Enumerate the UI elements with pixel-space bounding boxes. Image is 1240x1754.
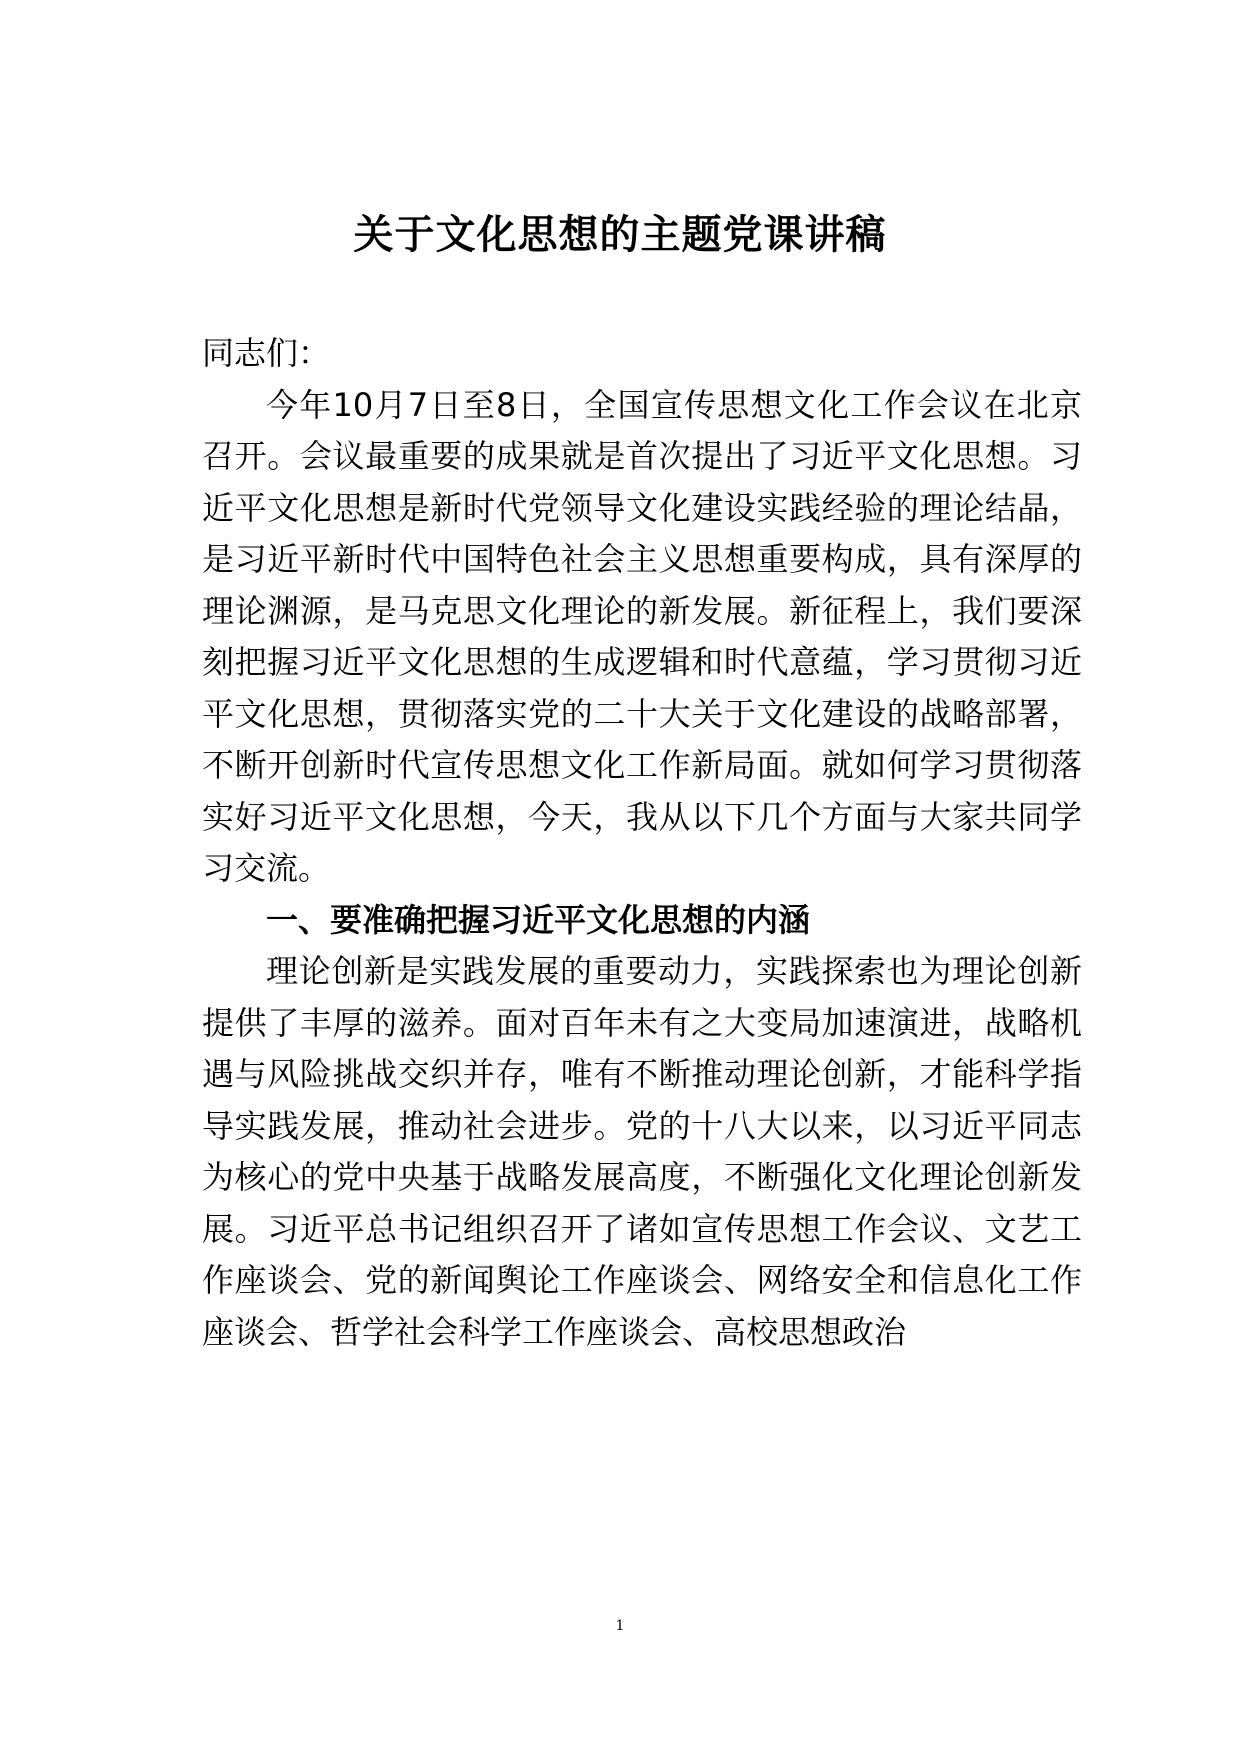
- section-paragraph: 理论创新是实践发展的重要动力，实践探索也为理论创新提供了丰厚的滋养。面对百年未有之大变局加速演进，战略机遇与风险挑战交织并存，唯有不断推动理论创新，才能科学指导实践发展，推动社会进步。党的十八大以来，以习近平同志为核心的党中央基于战略发展高度，不断强化文化理论创新发展。习近平总书记组织召开了诸如宣传思想工作会议、文艺工作座谈会、党的新闻舆论工作座谈会、网络安全和信息化工作座谈会、哲学社会科学工作座谈会、高校思想政治: [202, 952, 1082, 1351]
- salutation: 同志们：: [202, 334, 331, 372]
- intro-paragraph: 今年10月7日至8日，全国宣传思想文化工作会议在北京召开。会议最重要的成果就是首次提出了习近平文化思想。习近平文化思想是新时代党领导文化建设实践经验的理论结晶，是习近平新时代中国特色社会主义思想重要构成，具有深厚的理论渊源，是马克思文化理论的新发展。新征程上，我们要深刻把握习近平文化思想的生成逻辑和时代意蕴，学习贯彻习近平文化思想，贯彻落实党的二十大关于文化建设的战略部署，不断开创新时代宣传思想文化工作新局面。就如何学习贯彻落实好习近平文化思想，今天，我从以下几个方面与大家共同学习交流。: [202, 385, 1082, 887]
- section-heading: 一、要准确把握习近平文化思想的内涵: [266, 900, 811, 939]
- page-number: 1: [615, 1618, 625, 1634]
- document-title: 关于文化思想的主题党课讲稿: [353, 211, 887, 258]
- document-body: [202, 328, 1082, 1358]
